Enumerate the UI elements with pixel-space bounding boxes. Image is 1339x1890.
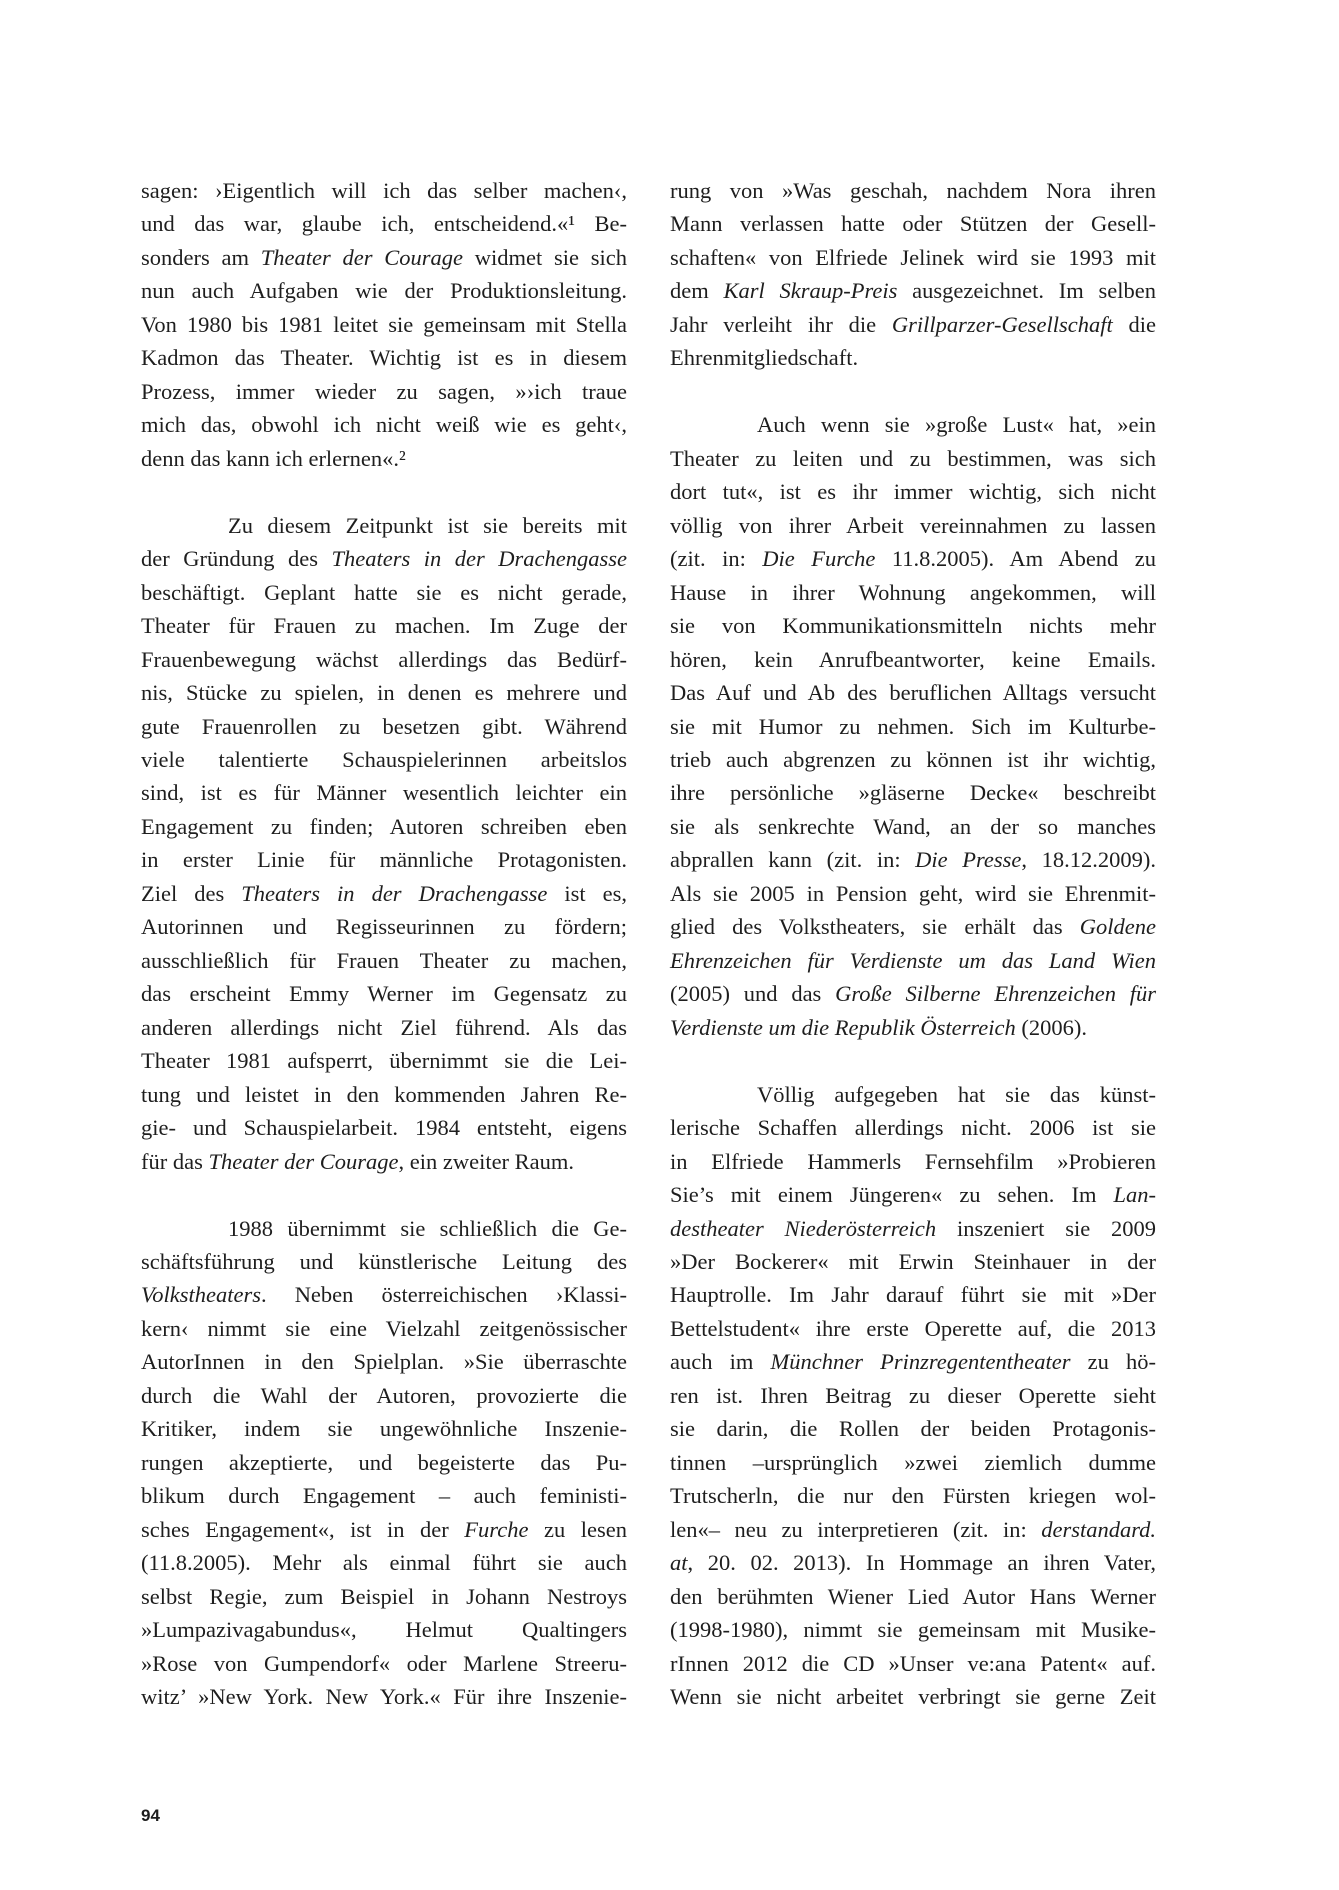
text-line [670,1446,1156,1479]
text-line [141,843,627,876]
text-line [670,1680,1156,1713]
text-segment: Trutscherln, die nur den Fürsten kriegen wol- [670,1483,1156,1509]
text-segment: Bettelstudent« ihre erste Operette auf, die 2013 [670,1315,1156,1341]
text-line [141,509,627,542]
text-segment: dem [670,278,724,304]
text-segment: Theater für Frauen zu machen. Im Zuge der [141,613,627,639]
text-line [670,910,1156,943]
text-segment: viele talentierte Schauspielerinnen arbeitslos [141,746,627,772]
text-line [141,944,627,977]
text-line [670,643,1156,676]
text-segment: sind, ist es für Männer wesentlich leichter ein [141,780,627,806]
text-segment: . Neben österreichischen ›Klassi- [260,1282,627,1308]
text-segment: gute Frauenrollen zu besetzen gibt. Während [141,713,627,739]
text-segment: Mann verlassen hatte oder Stützen der Gesell- [670,211,1156,237]
italic-title: Lan- [1113,1182,1156,1208]
text-segment: rung von »Was geschah, nachdem Nora ihren [670,178,1156,203]
text-segment: das erscheint Emmy Werner im Gegensatz zu [141,981,627,1007]
text-segment: schaften« von Elfriede Jelinek wird sie 1993 mit [670,244,1156,270]
text-segment: sagen: ›Eigentlich will ich das selber machen‹, [141,178,627,203]
text-line [141,1212,627,1245]
text-line [141,1379,627,1412]
text-column-right [670,174,1156,1747]
text-segment: witz’ »New York. New York.« Für ihre Inszenie- [141,1684,627,1710]
text-segment: Sie’s mit einem Jüngeren« zu sehen. Im [670,1182,1114,1208]
text-segment: ist es, [547,880,627,906]
text-line [141,776,627,809]
italic-title: derstandard. [1041,1516,1156,1542]
text-line [670,308,1156,341]
text-line [670,1379,1156,1412]
text-segment: »Lumpazivagabundus«, Helmut Qualtingers [141,1617,627,1643]
italic-title: Furche [464,1516,529,1542]
text-segment: schäftsführung und künstlerische Leitung des [141,1249,627,1274]
text-segment: anderen allerdings nicht Ziel führend. Als das [141,1014,627,1040]
text-segment: Auch wenn sie »große Lust« hat, »ein [757,412,1156,438]
text-line [141,1345,627,1378]
text-line [670,1111,1156,1144]
text-segment: für das [141,1148,209,1174]
text-segment: Prozess, immer wieder zu sagen, »›ich traue [141,378,627,404]
text-line [141,1278,627,1311]
text-line [141,1647,627,1680]
text-line [141,1044,627,1077]
text-line [141,810,627,843]
text-segment: zu hö- [1070,1349,1157,1375]
text-line [670,1345,1156,1378]
text-segment: in Elfriede Hammerls Fernsehfilm »Probieren [670,1148,1156,1174]
italic-title: Die Furche [762,546,876,572]
text-segment: ren ist. Ihren Beitrag zu dieser Operette sieht [670,1382,1156,1408]
text-line [141,1580,627,1613]
text-segment: 1988 übernimmt sie schließlich die Ge- [228,1215,627,1241]
text-segment: , 20. 02. 2013). In Hommage an ihren Vater, [687,1550,1156,1576]
text-segment: Als sie 2005 in Pension geht, wird sie Ehrenmit- [670,880,1156,906]
text-line [670,1580,1156,1613]
paragraph [670,174,1156,375]
text-segment: sie als senkrechte Wand, an der so manches [670,813,1156,839]
text-segment: »Rose von Gumpendorf« oder Marlene Streeru- [141,1650,627,1676]
text-segment: widmet sie sich [463,244,627,270]
text-segment: mich das, obwohl ich nicht weiß wie es geht‹, [141,412,627,438]
text-segment: Das Auf und Ab des beruflichen Alltags versucht [670,680,1156,706]
paragraph [670,1078,1156,1714]
text-line [670,1546,1156,1579]
italic-title: Theaters in der Drachengasse [331,546,627,572]
text-line [141,241,627,274]
text-line [670,1613,1156,1646]
text-segment: zu lesen [528,1516,627,1542]
text-line [141,308,627,341]
text-line [141,1513,627,1546]
text-line [141,408,627,441]
text-segment: gie- und Schauspielarbeit. 1984 entsteht, eigens [141,1115,627,1141]
text-segment: Jahr verleiht ihr die [670,311,892,337]
text-segment: rungen akzeptierte, und begeisterte das Pu- [141,1449,627,1475]
italic-title: Theaters in der Drachengasse [241,880,548,906]
text-line [141,174,627,207]
text-segment: Frauenbewegung wächst allerdings das Bedürf- [141,646,627,672]
text-line [670,710,1156,743]
paragraph [670,408,1156,1044]
paragraph [141,1212,627,1714]
text-line [141,576,627,609]
text-line [670,1647,1156,1680]
text-segment: , ein zweiter Raum. [398,1148,575,1174]
text-segment: (2005) und das [670,981,836,1007]
italic-title: destheater Niederösterreich [670,1215,937,1241]
text-line [141,542,627,575]
text-line [141,1111,627,1144]
text-segment: Wenn sie nicht arbeitet verbringt sie gerne Zeit [670,1684,1156,1710]
text-segment: denn das kann ich erlernen«.² [141,445,406,471]
text-segment: 11.8.2005). Am Abend zu [875,546,1157,572]
text-segment: »Der Bockerer« mit Erwin Steinhauer in der [670,1249,1156,1274]
italic-title: at [670,1550,688,1576]
text-segment: AutorInnen in den Spielplan. »Sie überraschte [141,1349,627,1375]
text-line [670,843,1156,876]
text-line [670,1011,1156,1044]
text-segment: Hauptrolle. Im Jahr darauf führt sie mit »Der [670,1282,1156,1308]
text-line [670,174,1156,207]
text-line [670,877,1156,910]
text-segment: nun auch Aufgaben wie der Produktionsleitung. [141,278,627,304]
text-line [670,1145,1156,1178]
text-line [141,1546,627,1579]
text-line [670,776,1156,809]
text-line [670,810,1156,843]
text-line [141,341,627,374]
text-line [670,1479,1156,1512]
text-line [670,509,1156,542]
text-line [141,609,627,642]
text-column-left [141,174,627,1747]
text-segment: Ehrenmitgliedschaft. [670,345,859,371]
text-line [670,1312,1156,1345]
text-segment: in erster Linie für männliche Protagonisten. [141,847,627,873]
text-segment: selbst Regie, zum Beispiel in Johann Nestroys [141,1583,627,1609]
text-line [141,1145,627,1178]
text-line [670,576,1156,609]
text-line [670,1245,1156,1278]
text-line [670,1212,1156,1245]
text-segment: der Gründung des [141,546,332,572]
text-segment: (11.8.2005). Mehr als einmal führt sie auch [141,1550,627,1576]
text-line [670,241,1156,274]
text-segment: Kritiker, indem sie ungewöhnliche Inszenie- [141,1416,627,1442]
italic-title: Goldene [1079,914,1156,940]
text-line [670,676,1156,709]
text-segment: ausschließlich für Frauen Theater zu machen, [141,947,627,973]
text-line [141,1078,627,1111]
text-segment: Ziel des [141,880,242,906]
text-segment: ausgezeichnet. Im selben [897,278,1156,304]
text-line [141,1613,627,1646]
text-line [670,1178,1156,1211]
text-line [670,274,1156,307]
italic-title: Große Silberne Ehrenzeichen für [835,981,1156,1007]
text-segment: len«– neu zu interpretieren (zit. in: [670,1516,1042,1542]
text-line [141,643,627,676]
text-line [670,944,1156,977]
text-segment: Völlig aufgegeben hat sie das künst- [757,1081,1156,1107]
text-segment: und das war, glaube ich, entscheidend.«¹ Be- [141,211,627,237]
text-segment: Hause in ihrer Wohnung angekommen, will [670,579,1156,605]
paragraph [141,174,627,475]
text-line [141,743,627,776]
text-line [141,1479,627,1512]
text-line [141,375,627,408]
text-line [141,1245,627,1278]
italic-title: Verdienste um die Republik Österreich [670,1014,1016,1040]
text-segment: abprallen kann (zit. in: [670,847,916,873]
text-segment: tung und leistet in den kommenden Jahren Re- [141,1081,627,1107]
page-number: 94 [141,1806,160,1825]
italic-title: Karl Skraup-Preis [723,278,898,304]
text-segment: kern‹ nimmt sie eine Vielzahl zeitgenössischer [141,1315,627,1341]
text-line [141,676,627,709]
text-segment: Autorinnen und Regisseurinnen zu fördern; [141,914,627,940]
text-line [670,341,1156,374]
text-line [670,977,1156,1010]
text-line [670,1412,1156,1445]
text-segment: sches Engagement«, ist in der [141,1516,465,1542]
text-line [670,743,1156,776]
text-line [670,1513,1156,1546]
text-segment: sie von Kommunikationsmitteln nichts mehr [670,613,1156,639]
text-line [670,609,1156,642]
italic-title: Münchner Prinzregententheater [770,1349,1071,1375]
text-segment: Engagement zu finden; Autoren schreiben eben [141,813,627,839]
text-segment: durch die Wahl der Autoren, provozierte die [141,1382,627,1408]
text-segment: inszeniert sie 2009 [936,1215,1156,1241]
text-segment: (2006). [1015,1014,1087,1040]
text-segment: sonders am [141,244,261,270]
text-line [141,877,627,910]
text-line [670,408,1156,441]
text-line [670,542,1156,575]
italic-title: Theater der Courage [260,244,463,270]
text-line [141,910,627,943]
text-line [670,1278,1156,1311]
italic-title: Theater der Courage [208,1148,399,1174]
text-line [141,1680,627,1713]
text-segment: völlig von ihrer Arbeit vereinnahmen zu lassen [670,512,1156,538]
text-segment: (1998-1980), nimmt sie gemeinsam mit Musike- [670,1617,1156,1643]
paragraph [141,509,627,1178]
text-line [141,710,627,743]
italic-title: Ehrenzeichen für Verdienste um das Land Wien [670,947,1156,973]
text-segment: Kadmon das Theater. Wichtig ist es in diesem [141,345,627,371]
text-segment: dort tut«, ist es ihr immer wichtig, sich nicht [670,479,1156,505]
text-segment: Zu diesem Zeitpunkt ist sie bereits mit [228,512,627,538]
text-segment: rInnen 2012 die CD »Unser ve:ana Patent« auf. [670,1650,1156,1676]
text-segment: beschäftigt. Geplant hatte sie es nicht gerade, [141,579,627,605]
text-segment: nis, Stücke zu spielen, in denen es mehrere und [141,680,627,706]
text-segment: trieb auch abgrenzen zu können ist ihr wichtig, [670,746,1156,772]
text-line [670,207,1156,240]
italic-title: Grillparzer-Gesellschaft [891,311,1113,337]
text-line [670,1078,1156,1111]
text-segment: glied des Volkstheaters, sie erhält das [670,914,1080,940]
text-segment: Theater zu leiten und zu bestimmen, was sich [670,445,1156,471]
text-segment: den berühmten Wiener Lied Autor Hans Werner [670,1583,1156,1609]
text-segment: hören, kein Anrufbeantworter, keine Emails. [670,646,1156,672]
text-segment: tinnen –ursprünglich »zwei ziemlich dumme [670,1449,1156,1475]
text-segment: blikum durch Engagement – auch feministi- [141,1483,627,1509]
text-line [141,274,627,307]
text-line [141,977,627,1010]
text-line [141,1412,627,1445]
text-line [141,442,627,475]
text-segment: , 18.12.2009). [1021,847,1156,873]
text-line [141,1446,627,1479]
text-segment: lerische Schaffen allerdings nicht. 2006 ist sie [670,1115,1156,1141]
text-segment: die [1112,311,1156,337]
text-segment: ihre persönliche »gläserne Decke« beschreibt [670,780,1156,806]
text-segment: sie mit Humor zu nehmen. Sich im Kulturbe- [670,713,1156,739]
italic-title: Die Presse [915,847,1022,873]
text-line [141,207,627,240]
text-segment: auch im [670,1349,771,1375]
text-line [141,1011,627,1044]
text-line [670,442,1156,475]
text-segment: sie darin, die Rollen der beiden Protagonis- [670,1416,1156,1442]
text-segment: Theater 1981 aufsperrt, übernimmt sie die Lei- [141,1048,627,1074]
text-segment: (zit. in: [670,546,763,572]
text-line [141,1312,627,1345]
text-segment: Von 1980 bis 1981 leitet sie gemeinsam mit Stella [141,311,627,337]
italic-title: Volkstheaters [141,1282,261,1308]
text-line [670,475,1156,508]
